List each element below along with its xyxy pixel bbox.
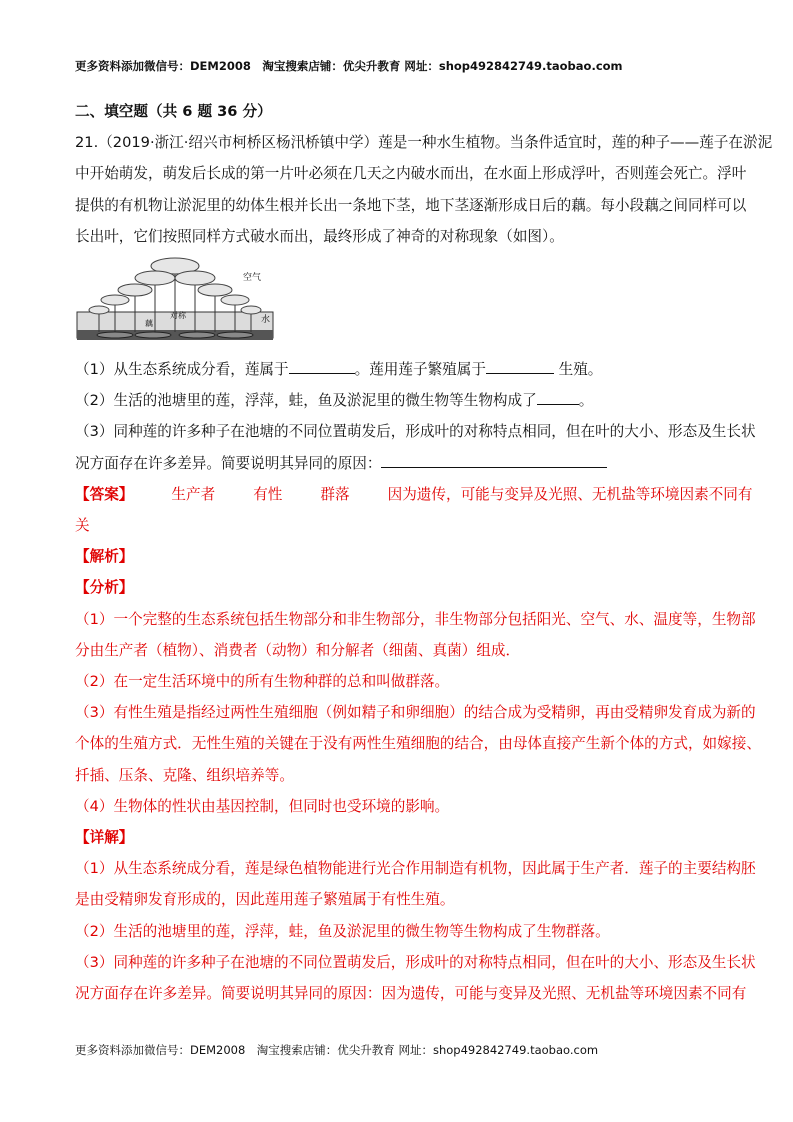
sub-question-2: （2）生活的池塘里的莲，浮萍，蛙，鱼及淤泥里的微生物等生物构成了 。 xyxy=(75,385,723,416)
answer-blank xyxy=(537,389,579,405)
fenxi-line: 扦插、压条、克隆、组织培养等。 xyxy=(75,766,294,784)
xiangjie-line: 况方面存在许多差异。简要说明其异同的原因：因为遗传，可能与变异及光照、无机盐等环境因素不同有 xyxy=(75,985,747,1003)
xiangjie-line: （1）从生态系统成分看，莲是绿色植物能进行光合作用制造有机物，因此属于生产者．莲子的主要结构胚 xyxy=(75,860,756,878)
xiangjie-label: 【详解】 xyxy=(75,829,134,847)
fenxi-line: （2）在一定生活环境中的所有生物种群的总和叫做群落。 xyxy=(75,673,450,691)
question-line: 中开始萌发，萌发后长成的第一片叶必须在几天之内破水而出，在水面上形成浮叶，否则莲会死亡。浮叶 xyxy=(75,165,747,183)
lotus-illustration xyxy=(75,256,275,352)
sub-question-1: （1）从生态系统成分看，莲属于 。莲用莲子繁殖属于 生殖。 xyxy=(75,354,723,385)
answer-2: 有性 xyxy=(253,485,283,503)
page-content xyxy=(75,96,773,1009)
answer-4-cont: 关 xyxy=(75,517,90,535)
question-line: 长出叶，它们按照同样方式破水而出，最终形成了神奇的对称现象（如图）。 xyxy=(75,227,564,245)
answer-label: 【答案】 xyxy=(75,485,134,503)
answer-blank xyxy=(381,452,607,468)
sub-question-3: （3）同种莲的许多种子在池塘的不同位置萌发后，形成叶的对称特点相同，但在叶的大小、形态及生长状 xyxy=(75,423,756,441)
label-center: 对称 xyxy=(170,311,186,321)
fenxi-line: （4）生物体的性状由基因控制，但同时也受环境的影响。 xyxy=(75,797,450,815)
question-line: 21.（2019·浙江·绍兴市柯桥区杨汛桥镇中学）莲是一种水生植物。当条件适宜时，莲的种子——莲子在淤泥 xyxy=(75,134,773,152)
section-title: 二、填空题（共 6 题 36 分） xyxy=(75,103,272,120)
question-line: 提供的有机物让淤泥里的幼体生根并长出一条地下茎，地下茎逐渐形成日后的藕。每小段藕之间同样可以 xyxy=(75,196,747,214)
answer-blank xyxy=(289,358,355,374)
answer-1: 生产者 xyxy=(171,485,216,503)
fenxi-line: 分由生产者（植物）、消费者（动物）和分解者（细菌、真菌）组成． xyxy=(75,641,521,659)
page-header: 更多资料添加微信号：DEM2008 淘宝搜索店铺：优尖升教育 网址：shop492842749.taobao.com xyxy=(75,59,623,73)
fenxi-line: （3）有性生殖是指经过两性生殖细胞（例如精子和卵细胞）的结合成为受精卵，再由受精卵发育成为新的 xyxy=(75,704,756,722)
fenxi-line: 个体的生殖方式．无性生殖的关键在于没有两性生殖细胞的结合，由母体直接产生新个体的方式，如嫁接、 xyxy=(75,735,761,753)
page-footer: 更多资料添加微信号：DEM2008 淘宝搜索店铺：优尖升教育 网址：shop492842749.taobao.com xyxy=(75,1043,599,1057)
lotus-figure xyxy=(75,256,723,352)
answer-4: 因为遗传，可能与变异及光照、无机盐等环境因素不同有 xyxy=(387,485,753,503)
sub-question-3-cont: 况方面存在许多差异。简要说明其异同的原因： xyxy=(75,448,723,479)
fenxi-label: 【分析】 xyxy=(75,579,134,597)
fenxi-line: （1）一个完整的生态系统包括生物部分和非生物部分，非生物部分包括阳光、空气、水、温度等，生物部 xyxy=(75,610,756,628)
xiangjie-line: （3）同种莲的许多种子在池塘的不同位置萌发后，形成叶的对称特点相同，但在叶的大小、形态及生长状 xyxy=(75,953,756,971)
xiangjie-line: 是由受精卵发育形成的，因此莲用莲子繁殖属于有性生殖。 xyxy=(75,891,455,909)
answer-3: 群落 xyxy=(320,485,350,503)
label-water: 水 xyxy=(261,315,271,326)
jiexi-label: 【解析】 xyxy=(75,548,134,566)
answer-line xyxy=(75,479,753,510)
label-air: 空气 xyxy=(243,273,262,284)
label-lotus-root: 藕 xyxy=(145,319,153,329)
xiangjie-line: （2）生活的池塘里的莲，浮萍，蛙，鱼及淤泥里的微生物等生物构成了生物群落。 xyxy=(75,922,610,940)
answer-blank xyxy=(486,358,554,374)
